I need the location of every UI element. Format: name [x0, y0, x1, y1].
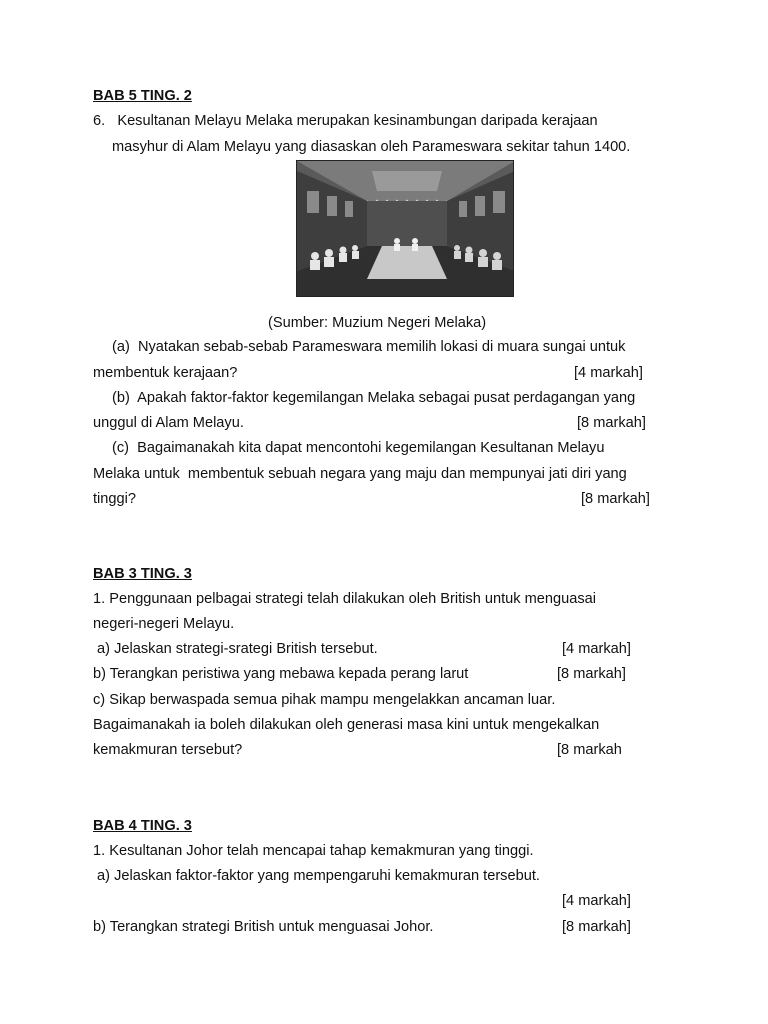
question-6-line-2: masyhur di Alam Melayu yang diasaskan oleh Parameswara sekitar tahun 1400.: [112, 139, 631, 155]
question-1b-marks: [8 markah]: [557, 666, 626, 682]
question-6a-line-1: (a) Nyatakan sebab-sebab Parameswara memilih lokasi di muara sungai untuk: [112, 339, 626, 355]
question-6c-line-3: tinggi?: [93, 491, 137, 507]
question-johor-b: b) Terangkan strategi British untuk menguasai Johor.: [93, 919, 434, 935]
section-heading-bab3: BAB 3 TING. 3: [93, 566, 192, 582]
question-johor-b-marks: [8 markah]: [562, 919, 631, 935]
question-6b-line-1: (b) Apakah faktor-faktor kegemilangan Melaka sebagai pusat perdagangan yang: [112, 390, 636, 406]
section-heading-bab4: BAB 4 TING. 3: [93, 818, 192, 834]
question-1c-line-1: c) Sikap berwaspada semua pihak mampu mengelakkan ancaman luar.: [93, 692, 556, 708]
question-johor-a-marks: [4 markah]: [562, 893, 631, 909]
question-1a-marks: [4 markah]: [562, 641, 631, 657]
question-1-line-2: negeri-negeri Melayu.: [93, 616, 235, 632]
question-1c-line-3: kemakmuran tersebut?: [93, 742, 243, 758]
question-6b-marks: [8 markah]: [577, 415, 646, 431]
palace-hall-photo: [296, 160, 514, 297]
question-6b-line-2: unggul di Alam Melayu.: [93, 415, 244, 431]
section-heading-bab5: BAB 5 TING. 2: [93, 88, 192, 104]
image-source-caption: (Sumber: Muzium Negeri Melaka): [268, 315, 487, 331]
question-6c-marks: [8 markah]: [581, 491, 650, 507]
question-johor-a: a) Jelaskan faktor-faktor yang mempengaruhi kemakmuran tersebut.: [93, 868, 540, 884]
question-1a: a) Jelaskan strategi-srategi British tersebut.: [93, 641, 378, 657]
question-1c-line-2: Bagaimanakah ia boleh dilakukan oleh generasi masa kini untuk mengekalkan: [93, 717, 600, 733]
question-6a-marks: [4 markah]: [574, 365, 643, 381]
question-6-line-1: 6. Kesultanan Melayu Melaka merupakan kesinambungan daripada kerajaan: [93, 113, 598, 129]
question-6c-line-1: (c) Bagaimanakah kita dapat mencontohi kegemilangan Kesultanan Melayu: [112, 440, 605, 456]
question-1b: b) Terangkan peristiwa yang mebawa kepada perang larut: [93, 666, 469, 682]
question-6c-line-2: Melaka untuk membentuk sebuah negara yang maju dan mempunyai jati diri yang: [93, 466, 627, 482]
question-johor-line-1: 1. Kesultanan Johor telah mencapai tahap kemakmuran yang tinggi.: [93, 843, 534, 859]
question-1-line-1: 1. Penggunaan pelbagai strategi telah dilakukan oleh British untuk menguasai: [93, 591, 597, 607]
question-6a-line-2: membentuk kerajaan?: [93, 365, 238, 381]
question-1c-marks: [8 markah: [557, 742, 622, 758]
